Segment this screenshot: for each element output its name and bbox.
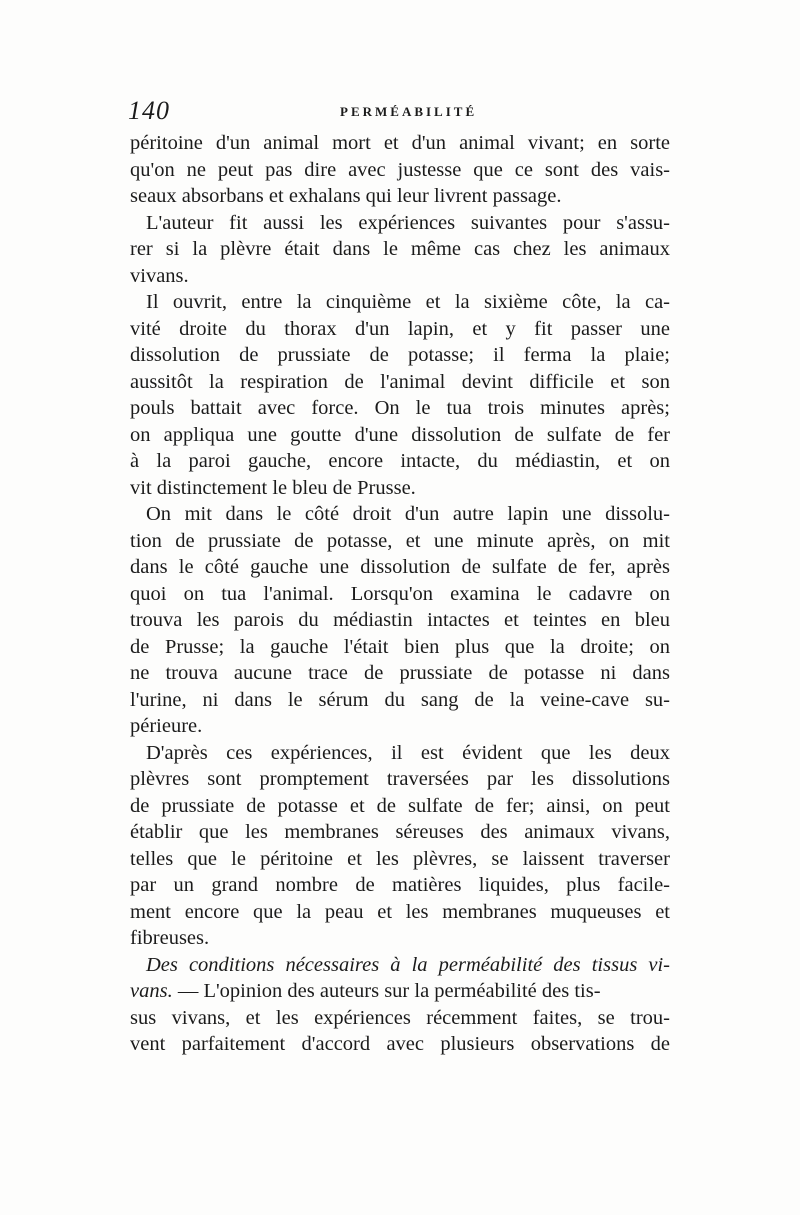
- text-line: L'auteur fit aussi les expériences suivantes pour s'assu-: [146, 211, 670, 234]
- text-line: quoi on tua l'animal. Lorsqu'on examina le cadavre on: [130, 582, 670, 605]
- text-line: aussitôt la respiration de l'animal devint difficile et son: [130, 370, 670, 393]
- text-line: vivans.: [130, 264, 189, 287]
- text-line: péritoine d'un animal mort et d'un animal vivant; en sorte: [130, 132, 670, 154]
- text-line: vent parfaitement d'accord avec plusieurs observations de: [130, 1033, 670, 1055]
- page-header: [128, 96, 673, 126]
- text-line: périeure.: [130, 715, 203, 737]
- text-line: seaux absorbans et exhalans qui leur livrent passage.: [130, 185, 562, 207]
- text-line: l'urine, ni dans le sérum du sang de la veine-cave su-: [130, 688, 670, 711]
- running-title: PERMÉABILITÉ: [340, 104, 478, 119]
- text-line: établir que les membranes séreuses des animaux vivans,: [130, 821, 670, 843]
- body-text: [130, 130, 670, 1058]
- text-line: qu'on ne peut pas dire avec justesse que ce sont des vais-: [130, 158, 670, 181]
- text-line: vité droite du thorax d'un lapin, et y fit passer une: [130, 317, 670, 340]
- text-line: fibreuses.: [130, 927, 210, 949]
- text-line: tion de prussiate de potasse, et une minute après, on mit: [130, 529, 670, 552]
- page-number: 140: [128, 96, 170, 125]
- text-line: de prussiate de potasse et de sulfate de fer; ainsi, on peut: [130, 794, 670, 817]
- section-text-start: — L'opinion des auteurs sur la perméabilité des tis-: [172, 980, 601, 1002]
- text-line: telles que le péritoine et les plèvres, se laissent traverser: [130, 847, 670, 870]
- text-line: trouva les parois du médiastin intactes et teintes en bleu: [130, 609, 670, 631]
- text-line: Il ouvrit, entre la cinquième et la sixième côte, la ca-: [146, 291, 670, 313]
- text-line: par un grand nombre de matières liquides, plus facile-: [130, 874, 670, 896]
- text-line: [130, 978, 670, 1005]
- text-line: de Prusse; la gauche l'était bien plus que la droite; on: [130, 635, 670, 658]
- text-line: pouls battait avec force. On le tua trois minutes après;: [130, 397, 670, 419]
- text-line: à la paroi gauche, encore intacte, du médiastin, et on: [130, 450, 670, 472]
- text-line: D'après ces expériences, il est évident que les deux: [146, 741, 670, 764]
- text-line: ment encore que la peau et les membranes muqueuses et: [130, 900, 670, 923]
- text-line: rer si la plèvre était dans le même cas chez les animaux: [130, 238, 670, 260]
- text-line: dans le côté gauche une dissolution de sulfate de fer, après: [130, 556, 670, 578]
- text-line: dissolution de prussiate de potasse; il ferma la plaie;: [130, 344, 670, 366]
- text-line: plèvres sont promptement traversées par les dissolutions: [130, 768, 670, 790]
- section-heading-line: Des conditions nécessaires à la perméabilité des tissus vi-: [146, 953, 670, 976]
- text-line: sus vivans, et les expériences récemment faites, se trou-: [130, 1006, 670, 1029]
- text-line: On mit dans le côté droit d'un autre lapin une dissolu-: [146, 503, 670, 525]
- text-line: on appliqua une goutte d'une dissolution de sulfate de fer: [130, 423, 670, 446]
- text-line: ne trouva aucune trace de prussiate de potasse ni dans: [130, 662, 670, 684]
- text-line: vit distinctement le bleu de Prusse.: [130, 476, 416, 499]
- section-heading-end: vans.: [130, 980, 173, 1002]
